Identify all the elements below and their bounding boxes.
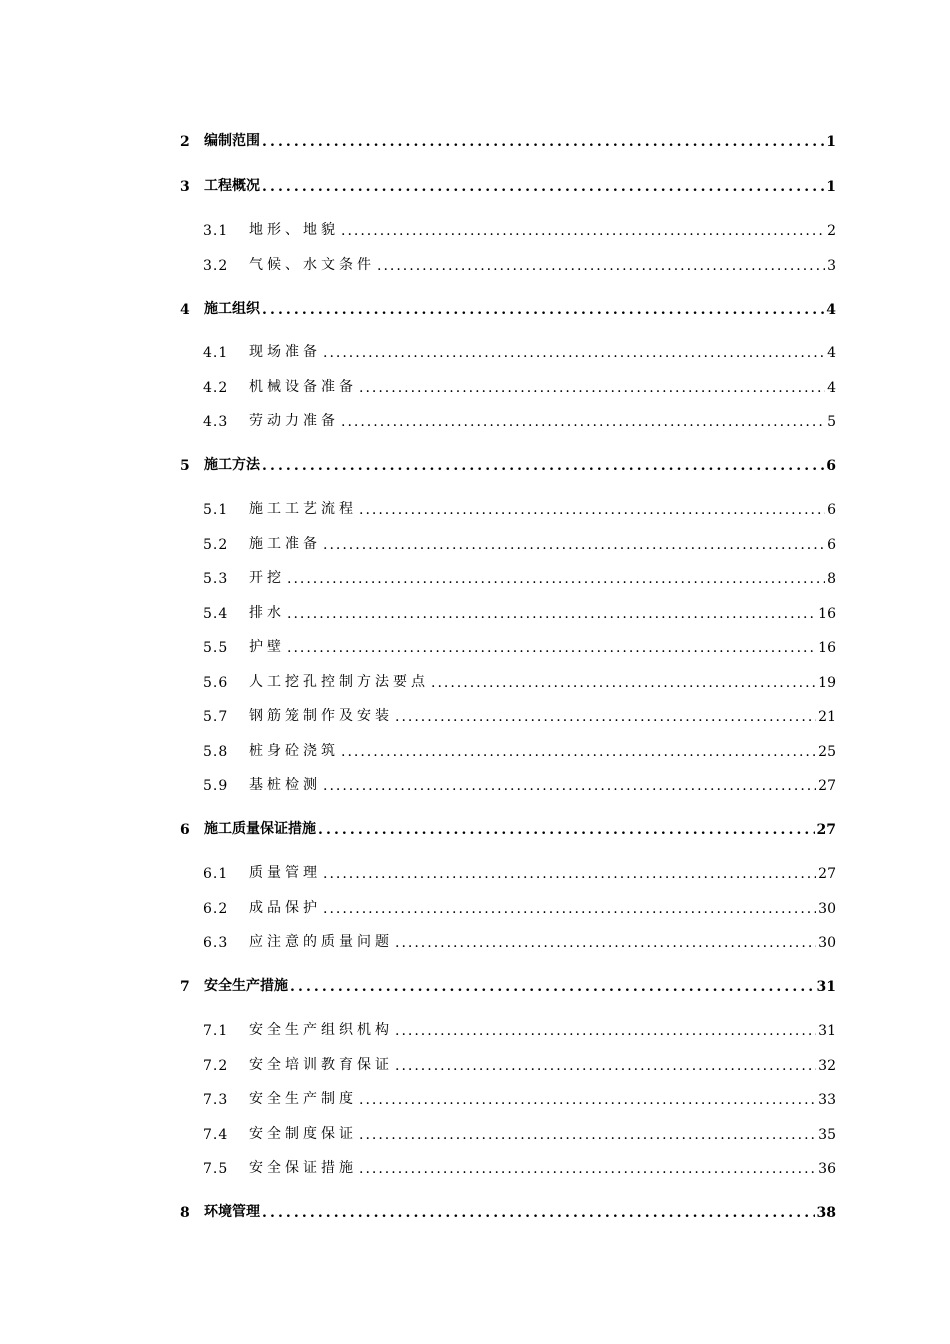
toc-entry-title: 现场准备 bbox=[249, 344, 321, 360]
toc-entry-page: 6 bbox=[827, 502, 836, 518]
toc-entry-page: 31 bbox=[816, 979, 836, 995]
toc-entry[interactable] bbox=[203, 738, 836, 760]
toc-entry[interactable] bbox=[180, 128, 836, 150]
toc-entry-title: 排水 bbox=[249, 605, 285, 621]
toc-entry-title: 基桩检测 bbox=[249, 777, 321, 793]
toc-dot-leader bbox=[359, 374, 825, 396]
toc-dot-leader bbox=[262, 1199, 815, 1221]
toc-entry-number: 5.4 bbox=[203, 606, 229, 622]
toc-dot-leader bbox=[287, 600, 816, 622]
toc-entry-page: 4 bbox=[827, 380, 836, 396]
toc-dot-leader bbox=[262, 128, 824, 150]
toc-dot-leader bbox=[341, 738, 816, 760]
toc-dot-leader bbox=[395, 1052, 816, 1074]
toc-entry-number: 5.2 bbox=[203, 537, 229, 553]
toc-entry-title: 施工质量保证措施 bbox=[204, 821, 316, 837]
toc-entry-page: 8 bbox=[827, 571, 836, 587]
toc-entry-title: 护壁 bbox=[249, 639, 285, 655]
toc-entry-page: 30 bbox=[818, 935, 836, 951]
toc-entry-number: 3.1 bbox=[203, 223, 229, 239]
toc-entry-number: 4 bbox=[180, 302, 190, 318]
toc-entry-title: 开挖 bbox=[249, 570, 285, 586]
toc-entry-title: 工程概况 bbox=[204, 178, 260, 194]
toc-entry[interactable] bbox=[203, 669, 836, 691]
toc-entry-number: 4.3 bbox=[203, 414, 229, 430]
toc-dot-leader bbox=[262, 173, 824, 195]
toc-entry[interactable] bbox=[180, 973, 836, 995]
toc-entry-title: 劳动力准备 bbox=[249, 413, 339, 429]
toc-entry[interactable] bbox=[203, 252, 836, 274]
toc-dot-leader bbox=[323, 895, 816, 917]
toc-entry-title: 环境管理 bbox=[204, 1204, 260, 1220]
toc-entry-title: 成品保护 bbox=[249, 900, 321, 916]
toc-entry-page: 1 bbox=[826, 179, 836, 195]
toc-dot-leader bbox=[290, 973, 815, 995]
toc-entry-page: 25 bbox=[818, 744, 836, 760]
toc-entry-page: 6 bbox=[827, 537, 836, 553]
toc-entry-page: 2 bbox=[827, 223, 836, 239]
toc-entry-number: 6.3 bbox=[203, 935, 229, 951]
toc-entry-title: 施工组织 bbox=[204, 301, 260, 317]
toc-entry-number: 7 bbox=[180, 979, 190, 995]
toc-entry-title: 安全生产措施 bbox=[204, 978, 288, 994]
toc-entry-title: 桩身砼浇筑 bbox=[249, 743, 339, 759]
toc-entry-page: 1 bbox=[826, 134, 836, 150]
toc-dot-leader bbox=[395, 929, 816, 951]
toc-entry-page: 16 bbox=[818, 640, 836, 656]
toc-entry[interactable] bbox=[203, 1155, 836, 1177]
toc-dot-leader bbox=[377, 252, 825, 274]
toc-entry[interactable] bbox=[203, 860, 836, 882]
toc-dot-leader bbox=[323, 772, 816, 794]
toc-entry-page: 21 bbox=[818, 709, 836, 725]
toc-entry-title: 施工准备 bbox=[249, 536, 321, 552]
toc-entry-title: 编制范围 bbox=[204, 133, 260, 149]
toc-entry[interactable] bbox=[203, 339, 836, 361]
toc-dot-leader bbox=[323, 339, 825, 361]
toc-entry-page: 33 bbox=[818, 1092, 836, 1108]
toc-entry-number: 2 bbox=[180, 134, 190, 150]
toc-entry-number: 5.6 bbox=[203, 675, 229, 691]
toc-entry-page: 35 bbox=[818, 1127, 836, 1143]
toc-entry[interactable] bbox=[203, 1052, 836, 1074]
toc-entry[interactable] bbox=[180, 1199, 836, 1221]
toc-entry-title: 人工挖孔控制方法要点 bbox=[249, 674, 429, 690]
toc-entry[interactable] bbox=[203, 895, 836, 917]
toc-entry-number: 4.2 bbox=[203, 380, 229, 396]
toc-entry[interactable] bbox=[203, 217, 836, 239]
toc-entry[interactable] bbox=[180, 452, 836, 474]
toc-entry[interactable] bbox=[203, 531, 836, 553]
toc-entry-page: 3 bbox=[827, 258, 836, 274]
toc-dot-leader bbox=[359, 496, 825, 518]
toc-entry-number: 7.1 bbox=[203, 1023, 229, 1039]
toc-dot-leader bbox=[323, 531, 825, 553]
toc-dot-leader bbox=[287, 634, 816, 656]
toc-entry-page: 16 bbox=[818, 606, 836, 622]
toc-entry-title: 地形、地貌 bbox=[249, 222, 339, 238]
toc-entry-page: 36 bbox=[818, 1161, 836, 1177]
toc-dot-leader bbox=[341, 217, 825, 239]
toc-entry-number: 7.2 bbox=[203, 1058, 229, 1074]
toc-entry-number: 5.9 bbox=[203, 778, 229, 794]
toc-entry[interactable] bbox=[180, 173, 836, 195]
toc-entry-number: 5.1 bbox=[203, 502, 229, 518]
toc-entry-title: 应注意的质量问题 bbox=[249, 934, 393, 950]
toc-entry-title: 钢筋笼制作及安装 bbox=[249, 708, 393, 724]
toc-entry[interactable] bbox=[203, 929, 836, 951]
toc-dot-leader bbox=[359, 1155, 816, 1177]
toc-entry-page: 27 bbox=[818, 866, 836, 882]
toc-entry[interactable] bbox=[203, 408, 836, 430]
toc-entry-page: 6 bbox=[826, 458, 836, 474]
toc-entry-number: 6.1 bbox=[203, 866, 229, 882]
toc-entry-number: 7.4 bbox=[203, 1127, 229, 1143]
toc-dot-leader bbox=[262, 296, 824, 318]
toc-entry-number: 5.3 bbox=[203, 571, 229, 587]
toc-entry-page: 27 bbox=[818, 778, 836, 794]
toc-entry[interactable] bbox=[203, 772, 836, 794]
toc-entry-title: 质量管理 bbox=[249, 865, 321, 881]
toc-entry-title: 安全制度保证 bbox=[249, 1126, 357, 1142]
toc-entry[interactable] bbox=[203, 600, 836, 622]
toc-entry-page: 19 bbox=[818, 675, 836, 691]
toc-entry-number: 7.3 bbox=[203, 1092, 229, 1108]
toc-entry-page: 4 bbox=[826, 302, 836, 318]
toc-dot-leader bbox=[359, 1086, 816, 1108]
toc-entry[interactable] bbox=[203, 374, 836, 396]
toc-entry[interactable] bbox=[203, 1121, 836, 1143]
toc-dot-leader bbox=[395, 1017, 816, 1039]
toc-entry-number: 3.2 bbox=[203, 258, 229, 274]
toc-entry-number: 6 bbox=[180, 822, 190, 838]
toc-entry-page: 38 bbox=[816, 1205, 836, 1221]
toc-entry[interactable] bbox=[203, 634, 836, 656]
toc-dot-leader bbox=[341, 408, 825, 430]
toc-entry[interactable] bbox=[203, 1017, 836, 1039]
toc-entry-title: 安全培训教育保证 bbox=[249, 1057, 393, 1073]
toc-dot-leader bbox=[431, 669, 816, 691]
toc-entry-title: 施工方法 bbox=[204, 457, 260, 473]
toc-dot-leader bbox=[287, 565, 825, 587]
toc-entry-page: 32 bbox=[818, 1058, 836, 1074]
toc-entry[interactable] bbox=[180, 816, 836, 838]
toc-dot-leader bbox=[318, 816, 815, 838]
toc-entry[interactable] bbox=[203, 1086, 836, 1108]
toc-entry-number: 5.5 bbox=[203, 640, 229, 656]
toc-entry[interactable] bbox=[180, 296, 836, 318]
toc-entry-number: 4.1 bbox=[203, 345, 229, 361]
toc-entry-number: 7.5 bbox=[203, 1161, 229, 1177]
toc-entry-number: 8 bbox=[180, 1205, 190, 1221]
toc-entry-title: 气候、水文条件 bbox=[249, 257, 375, 273]
toc-dot-leader bbox=[395, 703, 816, 725]
toc-entry-title: 机械设备准备 bbox=[249, 379, 357, 395]
toc-entry-number: 5.7 bbox=[203, 709, 229, 725]
toc-entry-page: 27 bbox=[816, 822, 836, 838]
toc-entry-number: 6.2 bbox=[203, 901, 229, 917]
toc-entry-title: 安全生产制度 bbox=[249, 1091, 357, 1107]
toc-entry-number: 5 bbox=[180, 458, 190, 474]
toc-entry[interactable] bbox=[203, 703, 836, 725]
toc-entry-page: 30 bbox=[818, 901, 836, 917]
toc-dot-leader bbox=[359, 1121, 816, 1143]
toc-entry-title: 安全保证措施 bbox=[249, 1160, 357, 1176]
toc-entry-page: 31 bbox=[818, 1023, 836, 1039]
toc-entry-title: 安全生产组织机构 bbox=[249, 1022, 393, 1038]
toc-entry[interactable] bbox=[203, 565, 836, 587]
toc-dot-leader bbox=[262, 452, 824, 474]
toc-entry-page: 4 bbox=[827, 345, 836, 361]
toc-dot-leader bbox=[323, 860, 816, 882]
toc-entry-page: 5 bbox=[827, 414, 836, 430]
toc-entry-number: 3 bbox=[180, 179, 190, 195]
toc-entry-number: 5.8 bbox=[203, 744, 229, 760]
toc-entry-title: 施工工艺流程 bbox=[249, 501, 357, 517]
toc-entry[interactable] bbox=[203, 496, 836, 518]
